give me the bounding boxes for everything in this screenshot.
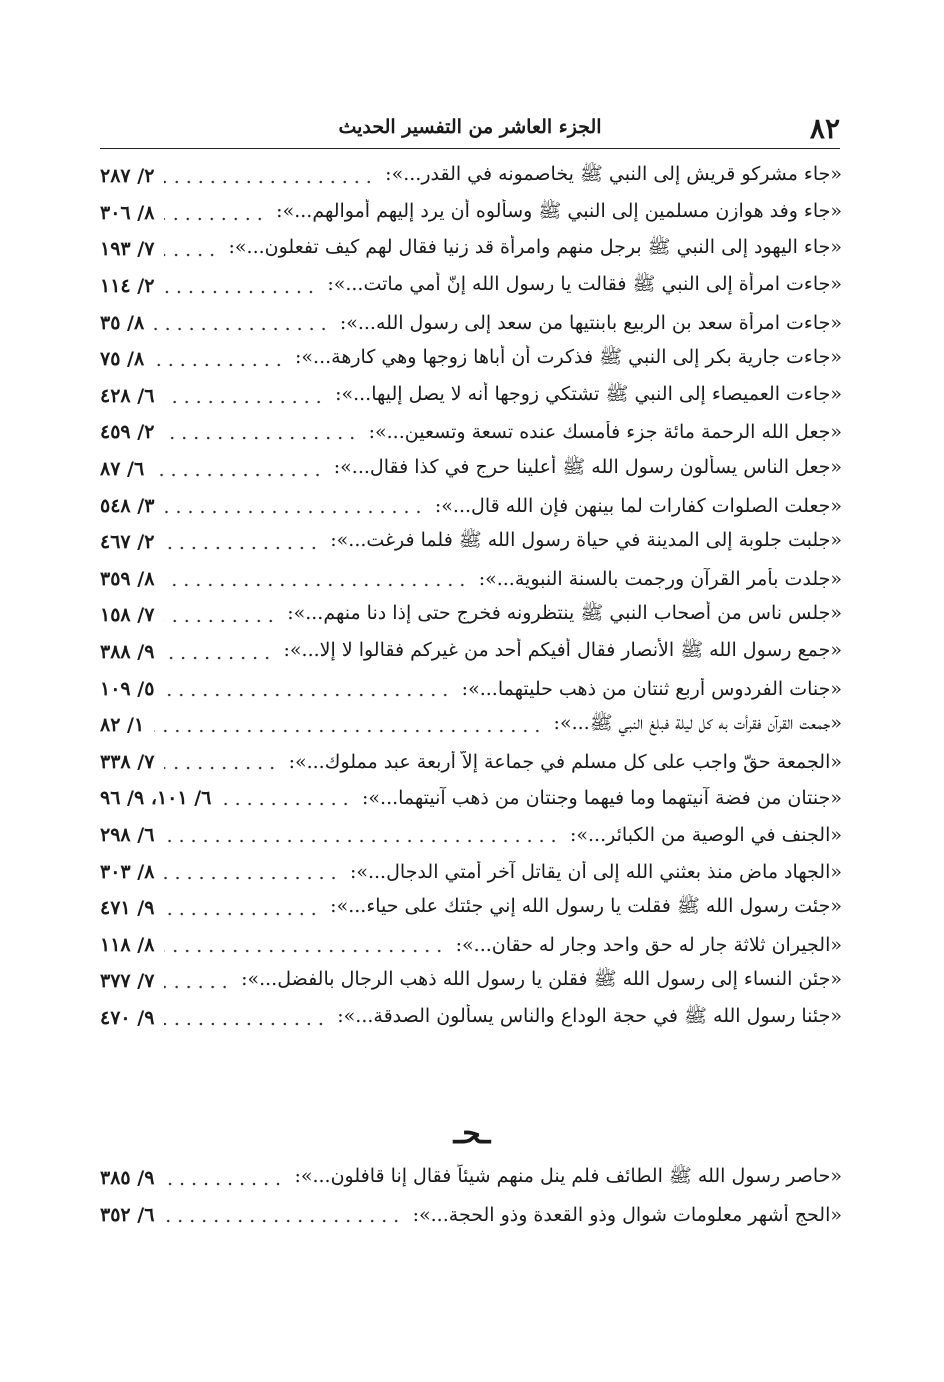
index-entry [100,1160,842,1197]
index-entry [100,231,842,268]
entry-reference: ٩/ ٣٨٥ [100,1167,155,1190]
entry-text: «جاءت امرأة سعد بن الربيع بابنتيها من سعد إلى رسول الله...»: [339,311,842,334]
dot-leader [164,399,325,405]
index-entry [100,304,842,341]
entry-reference: ٨/ ٣٠٦ [100,201,155,224]
index-entry [100,158,842,195]
dot-leader [154,472,324,478]
entry-reference: ٦/ ٢٩٨ [100,823,155,846]
entry-text: «جمعت القرآن فقرأت به كل ليلة فبلغ النبي ﷺ...»: [553,712,842,735]
entry-reference: ٢/ ٤٥٩ [100,421,155,444]
entry-text: «جاءت جارية بكر إلى النبي ﷺ فذكرت أن أباها زوجها وهي كارهة...»: [295,346,842,369]
entry-text: «جعلت الصلوات كفارات لما بينهن فإن الله قال...»: [434,494,842,517]
dot-leader [164,1181,284,1187]
index-entry [100,817,842,854]
index-entries-list-section-2 [100,1160,842,1233]
dot-leader [164,252,218,258]
entry-reference: ٧/ ٣٧٧ [100,970,155,993]
entry-reference: ٧/ ٣٣٨ [100,750,155,773]
entry-reference: ٦/ ٣٥٢ [100,1203,155,1226]
entry-text: «الجيران ثلاثة جار له حق واحد وجار له حقان...»: [455,933,842,956]
entry-reference: ٦/ ١٠١، ٩/ ٩٦ [100,787,212,810]
index-entry [100,780,842,817]
entry-reference: ٢/ ١١٤ [100,275,155,298]
index-entry [100,707,842,744]
entry-text: «جلس ناس من أصحاب النبي ﷺ ينتظرونه فخرج حتى إذا دنا منهم...»: [287,602,842,625]
index-entry [100,597,842,634]
entry-reference: ٣/ ٥٤٨ [100,494,155,517]
entry-text: «جئت رسول الله ﷺ فقلت يا رسول الله إني جئتك على حياء...»: [330,895,842,918]
index-entry [100,561,842,598]
entry-reference: ٢/ ٤٦٧ [100,531,155,554]
entry-reference: ٢/ ٢٨٧ [100,165,155,188]
entry-reference: ٩/ ٣٨٨ [100,641,155,664]
index-entry [100,414,842,451]
index-entry [100,451,842,488]
dot-leader [164,1021,327,1027]
index-entry [100,890,842,927]
entry-text: «جعل الناس يسألون رسول الله ﷺ أعلينا حرج في كذا فقال...»: [333,456,842,479]
index-entry [100,1197,842,1234]
dot-leader [164,179,375,185]
dot-leader [164,582,468,588]
entry-text: «الجمعة حقّ واجب على كل مسلم في جماعة إلاّ أربعة عبد مملوك...»: [288,750,842,773]
entry-text: «الجهاد ماضٍ منذ بعثني الله إلى أن يقاتل آخر أمتي الدجال...»: [349,860,842,883]
entry-text: «جمع رسول الله ﷺ الأنصار فقال أفيكم أحد من غيركم فقالوا لا إلا...»: [283,639,842,662]
entry-reference: ١/ ٨٢ [100,714,145,737]
dot-leader [154,362,285,368]
page-header [100,112,840,149]
index-entry [100,378,842,415]
dot-leader [164,509,425,515]
entry-text: «جاءت امرأة إلى النبي ﷺ فقالت يا رسول الله إنّ أمي ماتت...»: [327,273,842,296]
entry-text: «جلبت جلوبة إلى المدينة في حياة رسول الله ﷺ فلما فرغت...»: [330,529,842,552]
entry-text: «جلدت بأمر القرآن ورجمت بالسنة النبوية...»: [478,567,842,590]
entry-reference: ٨/ ٣٠٣ [100,860,155,883]
dot-leader [164,765,278,771]
entry-reference: ٩/ ٤٧١ [100,897,155,920]
dot-leader [164,435,358,441]
entry-reference: ٨/ ٧٥ [100,348,145,371]
index-entry [100,1000,842,1037]
dot-leader [164,545,320,551]
index-entry [100,744,842,781]
index-entry [100,853,842,890]
index-entry [100,926,842,963]
index-entry [100,670,842,707]
entry-text: «جنات الفردوس أربع ثنتان من ذهب حليتهما...»: [461,677,842,700]
index-entry [100,341,842,378]
entry-text: «جاء مشركو قريش إلى النبي ﷺ يخاصمونه في القدر...»: [385,163,842,186]
entry-text: «حاصر رسول الله ﷺ الطائف فلم ينل منهم شيئاً فقال إنا قافلون...»: [294,1165,842,1188]
dot-leader [164,289,317,295]
dot-leader [154,728,543,734]
entry-text: «جئنا رسول الله ﷺ في حجة الوداع والناس يسألون الصدقة...»: [337,1004,842,1027]
running-title: الجزء العاشر من التفسير الحديث [338,116,602,138]
entry-reference: ٦/ ٤٢٨ [100,384,155,407]
index-entry [100,634,842,671]
index-entry [100,195,842,232]
dot-leader [164,1218,402,1224]
entry-reference: ٨/ ١١٨ [100,933,155,956]
entry-text: «جاء اليهود إلى النبي ﷺ برجل منهم وامرأة قد زنيا فقال لهم كيف تفعلون...»: [228,236,842,259]
entry-reference: ٨/ ٣٥٩ [100,567,155,590]
dot-leader [164,911,320,917]
entry-reference: ٦/ ٨٧ [100,458,145,481]
entry-reference: ٧/ ١٩٣ [100,238,155,261]
dot-leader [221,801,352,807]
index-entry [100,268,842,305]
dot-leader [164,948,445,954]
dot-leader [164,216,266,222]
entry-reference: ٩/ ٤٧٠ [100,1006,155,1029]
index-entries-list [100,158,842,1036]
entry-text: «جئن النساء إلى رسول الله ﷺ فقلن يا رسول الله ذهب الرجال بالفضل...»: [241,968,842,991]
dot-leader [164,692,451,698]
entry-text: «جاءت العميصاء إلى النبي ﷺ تشتكي زوجها أنه لا يصل إليها...»: [335,382,842,405]
section-letter-heading: ـحـ [453,1116,491,1151]
entry-text: «الحج أشهر معلومات شوال وذو القعدة وذو الحجة...»: [412,1203,842,1226]
dot-leader [164,875,340,881]
page-number: ٨٢ [809,112,840,145]
entry-text: «جنتان من فضة آنيتهما وما فيهما وجنتان من ذهب آنيتهما...»: [362,787,842,810]
index-entry [100,963,842,1000]
entry-reference: ٨/ ٣٥ [100,311,145,334]
entry-reference: ٥/ ١٠٩ [100,677,155,700]
entry-text: «الجنف في الوصية من الكبائر...»: [569,823,842,846]
index-entry [100,487,842,524]
entry-text: «جعل الله الرحمة مائة جزء فأمسك عنده تسعة وتسعين...»: [368,421,842,444]
entry-text: «جاء وفد هوازن مسلمين إلى النبي ﷺ وسألوه أن يرد إليهم أموالهم...»: [276,199,842,222]
dot-leader [164,655,273,661]
index-entry [100,524,842,561]
dot-leader [164,984,231,990]
dot-leader [164,618,277,624]
entry-reference: ٧/ ١٥٨ [100,604,155,627]
dot-leader [154,326,330,332]
dot-leader [164,838,560,844]
